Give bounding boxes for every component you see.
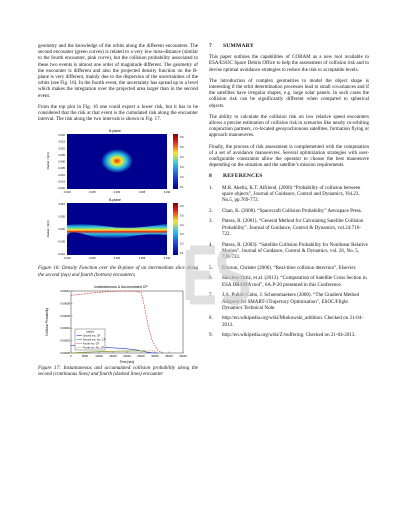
chart-legend [75, 329, 106, 350]
fig16-xtick-label: 0.005 [138, 257, 146, 261]
chart-ytick-label: 0.00000 [60, 351, 70, 355]
fig16-bottom-xticks [63, 256, 170, 260]
chart-legend-label: Second enc. Acc. CP [83, 338, 106, 342]
fig16-colorbar-tick-label: 0.4 [180, 224, 184, 228]
fig16-bottom-ylabel: Radial r [km] [46, 221, 50, 238]
section-heading-summary [209, 43, 369, 49]
fig16-top-xticks [63, 190, 170, 194]
fig16-ytick-label: 0.000 [58, 160, 65, 164]
paragraph: geometry and the knowledge of the orbits along the different encounters. The second encounter (green curves) is related to a very low miss-distance (similar to the fourth encounter, pink curve), but the collision probability associated to these two events is almost one order of magnitude different. The geometry of the encounter is different and also the projected density function on the B-plane is very different, mainly due to the dispersion of the uncertainties of the orbits (see Fig. 16). In the fourth event, the uncertainty has spread up to a level which makes the integration over the projected area larger than in the second event. [38, 43, 198, 99]
chart-legend-label: Legend [86, 330, 94, 334]
reference-item [209, 292, 369, 311]
paragraph: This paper outlines the capabilities of CORAM as a new tool available to ESA/ESOC Space Debris Office to help the assessment of collision risk and to devise optimal avoidance strategies to reduce the risk to acceptable levels. [209, 54, 369, 73]
reference-item [209, 315, 369, 327]
reference-text: Chan, K. (2008). “Spacecraft Collision Probability” Aerospace Press. [222, 207, 363, 214]
reference-item [209, 218, 369, 237]
reference-item [209, 208, 369, 214]
fig16-xtick-label: 0.010 [163, 191, 171, 195]
fig16-bottom-yticks [58, 202, 66, 256]
chart-legend-label: Second enc. CP [83, 334, 101, 338]
figure-16-caption: Figure 16: Density Function over the B-plane of an intermediate slice along the second (top) and fourth (bottom) encounters [38, 265, 198, 278]
chart-legend-label: Fourth enc. CP [83, 342, 100, 346]
reference-item [209, 265, 369, 271]
fig16-xtick-label: 0.010 [163, 257, 171, 261]
fig16-bottom-title: B-plane [109, 198, 121, 203]
fig16-bottom-colorbar [173, 203, 178, 255]
reference-text: Ericson, Christer (2006). “Real-time collision detection”, Elsevier. [222, 264, 357, 271]
fig16-colorbar-tick-label: 0.2 [180, 243, 184, 247]
reference-text: Sánchez-Ortiz, et al. (2013). “Computation of Satellite Cross Section in ESA DRAMA tool”, 6A.P-20 presented in this Conference. [222, 275, 367, 288]
reference-number: 1. [209, 184, 213, 191]
chart-xlabel: Time [sec] [119, 359, 135, 364]
paragraph: The introduction of complex geometries to model the object shape is interesting if the orbit determination processes lead to small covariances and if the satellites have irregular shapes, e.g. large solar panels. In such cases the collision risk can be significantly different when compared to spherical objects. [209, 77, 369, 109]
fig16-ytick-label: -0.015 [57, 180, 65, 184]
reference-text: Patera, R. (2003). “Satellite Collision Probability for Nonlinear Relative Motion”. Journal of Guidance, Control & Dynamics, vol. 26, No. 5, 728-733. [222, 241, 368, 260]
reference-item [209, 242, 369, 261]
paragraph: From the top plot in Fig. 16 one could expect a lower risk, but it has to be considered that the risk at that event is the cumulated risk along the encounter interval. The risk along the two intervals is shown in Fig. 17. [38, 103, 198, 123]
fig16-xtick-label: -0.005 [88, 191, 96, 195]
fig16-colorbar-tick-label: 0.1 [180, 186, 184, 190]
chart-xtick-label: 25000 [137, 354, 145, 358]
reference-text: M.R. Akella, K.T. Alfriend, (2000) “Probability of collision between space objects”, Journal of Guidance, Control and Dynamics, Vol.23, No.5, pp.769-772. [222, 184, 361, 204]
fig16-xtick-label: -0.010 [63, 257, 71, 261]
paragraph: The ability to calculate the collision risk on low relative speed encounters allows a precise estimation of collision risk in scenarios like nearly co-orbiting conjunction partners, co-located geosynchronous satellites, formation flying or approach manoeuvres. [209, 113, 369, 139]
fig16-ytick-label: -0.010 [57, 253, 65, 257]
fig16-top-density-blob [101, 149, 133, 173]
fig16-colorbar-tick-label: 0.6 [180, 205, 184, 209]
chart-xtick-label: 10000 [95, 354, 103, 358]
fig16-colorbar-tick-label: 0.4 [180, 156, 184, 160]
reference-text: http://en.wikipedia.org/wiki/Z-buffering. Checked on 21-04-2013. [222, 332, 356, 339]
chart-yticks [60, 289, 72, 355]
reference-number: 9. [209, 332, 213, 339]
fig16-xtick-label: 0.005 [138, 191, 146, 195]
chart-xtick-label: 20000 [123, 354, 131, 358]
left-column [38, 43, 198, 382]
chart-ytick-label: 0.00002 [60, 339, 70, 343]
fig16-ytick-label: -0.005 [57, 167, 65, 171]
chart-xtick-label: 30000 [151, 354, 159, 358]
chart-legend-label: Fourth enc. Acc. CP [83, 346, 105, 350]
fig16-ytick-label: 0.020 [58, 134, 65, 138]
section-number: 8 [209, 173, 212, 180]
right-column [209, 43, 369, 343]
fig16-xtick-label: 0.000 [113, 257, 121, 261]
chart-xtick-label: 40000 [179, 354, 187, 358]
chart-xtick-label: 15000 [109, 354, 117, 358]
reference-number: 7. [209, 292, 213, 299]
fig16-ytick-label: 0.010 [58, 147, 65, 151]
fig16-colorbar-tick-label: 0.6 [180, 136, 184, 140]
fig16-top-colorbar [173, 134, 178, 189]
reference-number: 8. [209, 315, 213, 322]
fig16-colorbar-tick-label: 0.2 [180, 176, 184, 180]
chart-xtick-label: 35000 [165, 354, 173, 358]
reference-item [209, 185, 369, 204]
chart-ytick-label: 0.00008 [60, 302, 70, 306]
fig16-ytick-label: 0.000 [58, 228, 65, 232]
reference-list [209, 185, 369, 339]
fig16-ytick-label: -0.020 [57, 187, 65, 191]
chart-ytick-label: 0.00004 [60, 327, 70, 331]
reference-item [209, 332, 369, 338]
fig16-colorbar-tick-label: 0.3 [180, 166, 184, 170]
fig16-xtick-label: 0.000 [113, 191, 121, 195]
chart-ylabel: Collision Probability [45, 307, 49, 336]
chart-ytick-label: 0.00010 [60, 289, 70, 293]
fig16-top-title: B-plane [109, 129, 121, 134]
fig16-ytick-label: -0.005 [57, 240, 65, 244]
section-title: REFERENCES [223, 173, 263, 180]
chart-xtick-label: 0 [70, 354, 72, 358]
fig16-xtick-label: -0.010 [63, 191, 71, 195]
figure-17-caption: Figure 17: Instantaneous and accumulated collision probability along the second (continuous lines) and fourth (dashed lines) encounter [38, 364, 198, 378]
fig16-colorbar-tick-label: 0.5 [180, 214, 184, 218]
chart-xtick-label: 5000 [82, 354, 88, 358]
paragraph: Finally, the process of risk assessment is complemented with the computation of a set of avoidance manoeuvres. Several optimization strategies with user-configurable constraints allow the operator to choose the best manoeuvre depending on the situation and the satellite’s mission requirements. [209, 143, 369, 169]
reference-number: 6. [209, 275, 213, 282]
reference-number: 5. [209, 264, 213, 271]
figure-16 [43, 127, 193, 265]
figure-17-chart [43, 283, 193, 365]
reference-text: Patera, R. (2001), “General Method for Calculating Satellite Collision Probability”. Journal of Guidance, Control & Dynamics, vol.24:716-722. [222, 218, 364, 237]
section-heading-references [209, 173, 369, 179]
fig16-colorbar-tick-label: 0.5 [180, 146, 184, 150]
section-title: SUMMARY [223, 43, 255, 49]
reference-number: 4. [209, 241, 213, 248]
fig16-top-yticks [58, 133, 66, 190]
section-number: 7 [209, 43, 212, 49]
fig16-ytick-label: 0.005 [58, 154, 65, 158]
reference-text: http://en.wikipedia.org/wiki/Minkowski_addition. Checked on 21-04-2013. [222, 315, 363, 328]
fig16-colorbar-tick-label: 0.3 [180, 233, 184, 237]
fig16-ytick-label: 0.010 [58, 203, 65, 207]
reference-item [209, 275, 369, 287]
reference-text: J.A. Pulido-Cobo, J. Schoenmaekers (2000). “The Gradient Method Adapted for SMART-1Trajectory Optimisation”, ESOC/Flight Dynamics Technical Note. [222, 292, 360, 311]
fig16-top-colorbar-ticks [180, 135, 184, 189]
fig16-bottom-colorbar-ticks [180, 204, 184, 255]
fig16-xtick-label: -0.005 [88, 257, 96, 261]
fig16-top-ylabel: Radial r [km] [46, 153, 50, 170]
fig16-ytick-label: 0.015 [58, 141, 65, 145]
reference-number: 2. [209, 207, 213, 214]
fig16-ytick-label: -0.010 [57, 174, 65, 178]
fig16-ytick-label: 0.005 [58, 215, 65, 219]
chart-title: Instantaneous & Accumulated CP [94, 284, 148, 289]
reference-number: 3. [209, 218, 213, 225]
chart-ytick-label: 0.00006 [60, 314, 70, 318]
fig16-colorbar-tick-label: 0.1 [180, 252, 184, 256]
